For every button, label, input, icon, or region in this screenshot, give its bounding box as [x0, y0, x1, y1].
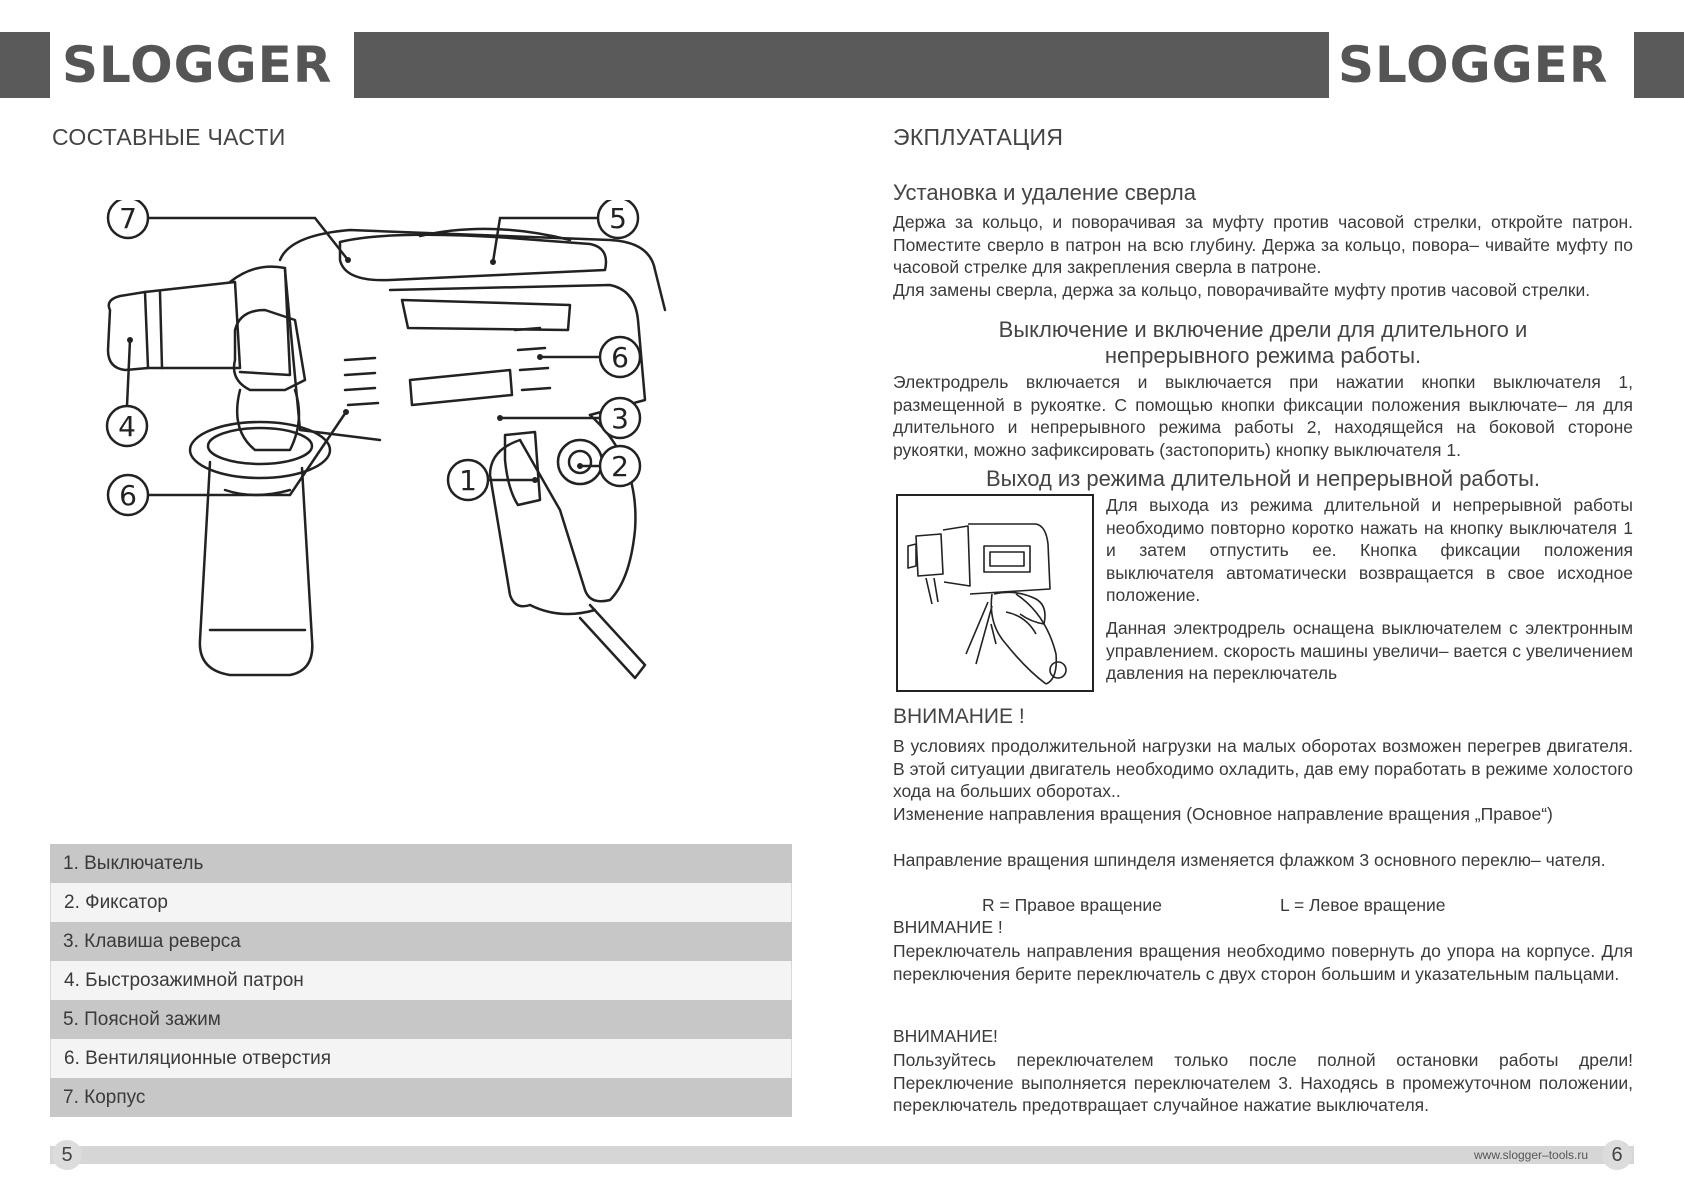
- footer-bar: [50, 1146, 1634, 1164]
- warning-title-1: ВНИМАНИЕ !: [893, 705, 1025, 728]
- switch-text: Электродрель включается и выключается при нажатии кнопки выключателя 1, размещенной в рукоятке. С помощью кнопки фиксации положения выключате– ля для длительного и непрерывного режима работы 2, находящейся на боковой стороне рукоятки, можно зафиксировать (застопорить) кнопку выключателя 1.: [893, 372, 1633, 460]
- callout-7: 7: [119, 202, 137, 235]
- operation-title: ЭКПЛУАТАЦИЯ: [893, 124, 1064, 150]
- callout-6-lower: 6: [119, 479, 137, 512]
- page-number-left: 5: [52, 1140, 82, 1170]
- install-heading: Установка и удаление сверла: [893, 180, 1196, 205]
- website-url: www.slogger–tools.ru: [1474, 1148, 1589, 1162]
- parts-list-item: 5. Поясной зажим: [50, 1000, 792, 1039]
- drill-hand-illustration: [896, 494, 1094, 692]
- spindle-text: Направление вращения шпинделя изменяется флажком 3 основного переклю– чателя.: [893, 850, 1606, 870]
- parts-list-item: 6. Вентиляционные отверстия: [50, 1039, 792, 1078]
- warning-text-2: Переключатель направления вращения необходимо повернуть до упора на корпусе. Для переключения берите переключатель с двух сторон большим и указательным пальцами.: [893, 941, 1633, 984]
- parts-list: [50, 844, 792, 1117]
- header-accent-right: [1634, 32, 1684, 98]
- warning-title-2: ВНИМАНИЕ !: [893, 917, 1003, 937]
- switch-heading-line2: непрерывного режима работы.: [1104, 343, 1422, 368]
- parts-list-item: 3. Клавиша реверса: [50, 922, 792, 961]
- header-bar: [354, 32, 1329, 98]
- warning-title-3: ВНИМАНИЕ!: [893, 1026, 998, 1046]
- parts-list-item: 2. Фиксатор: [50, 883, 792, 922]
- callout-6-upper: 6: [611, 341, 629, 374]
- rotation-left: L = Левое вращение: [1280, 895, 1446, 915]
- parts-list-item: 4. Быстрозажимной патрон: [50, 961, 792, 1000]
- callout-4: 4: [118, 410, 136, 443]
- drill-diagram: [90, 200, 810, 760]
- direction-text: Изменение направления вращения (Основное направление вращения „Правое“): [893, 804, 1553, 824]
- switch-heading-line1: Выключение и включение дрели для длительного и: [998, 317, 1528, 342]
- warning-text-1: В условиях продолжительной нагрузки на малых оборотах возможен перегрев двигателя. В этой ситуации двигатель необходимо охладить, дав ему поработать в режиме холостого хода на больших оборотах..: [893, 736, 1633, 801]
- parts-list-item: 7. Корпус: [50, 1078, 792, 1117]
- rotation-right: R = Правое вращение: [982, 895, 1162, 915]
- callout-1: 1: [459, 464, 477, 497]
- callout-2: 2: [611, 450, 629, 483]
- drill-outline: [108, 229, 665, 678]
- header-accent-left: [0, 32, 50, 98]
- exit-text: Для выхода из режима длительной и непрерывной работы необходимо повторно коротко нажать на кнопку выключателя 1 и затем отпустить ее. Кнопка фиксации положения выключателя автоматически возвращается в свое исходное положение.: [1106, 495, 1633, 605]
- electronic-text: Данная электродрель оснащена выключателем с электронным управлением. скорость машины увеличи– вается с увеличением давления на переключатель: [1106, 618, 1633, 683]
- install-text: Держа за кольцо, и поворачивая за муфту против часовой стрелки, откройте патрон. Поместите сверло в патрон на всю глубину. Держа за кольцо, повора– чивайте муфту по часовой стрелке для закрепления сверла в патроне.: [893, 212, 1633, 277]
- brand-logo-right: SLOGGER: [1338, 36, 1609, 94]
- warning-text-3: Пользуйтесь переключателем только после полной остановки работы дрели! Переключение выполняется переключателем 3. Находясь в промежуточном положении, переключатель предотвращает случайное нажатие выключателя.: [893, 1050, 1633, 1115]
- replace-text: Для замены сверла, держа за кольцо, поворачивайте муфту против часовой стрелки.: [893, 280, 1591, 300]
- exit-heading: Выход из режима длительной и непрерывной работы.: [985, 466, 1541, 491]
- page-number-right: 6: [1602, 1140, 1632, 1170]
- callout-3: 3: [611, 402, 629, 435]
- brand-logo-left: SLOGGER: [62, 36, 333, 94]
- callout-5: 5: [609, 202, 627, 235]
- parts-list-item: 1. Выключатель: [50, 844, 792, 883]
- components-title: СОСТАВНЫЕ ЧАСТИ: [52, 124, 286, 150]
